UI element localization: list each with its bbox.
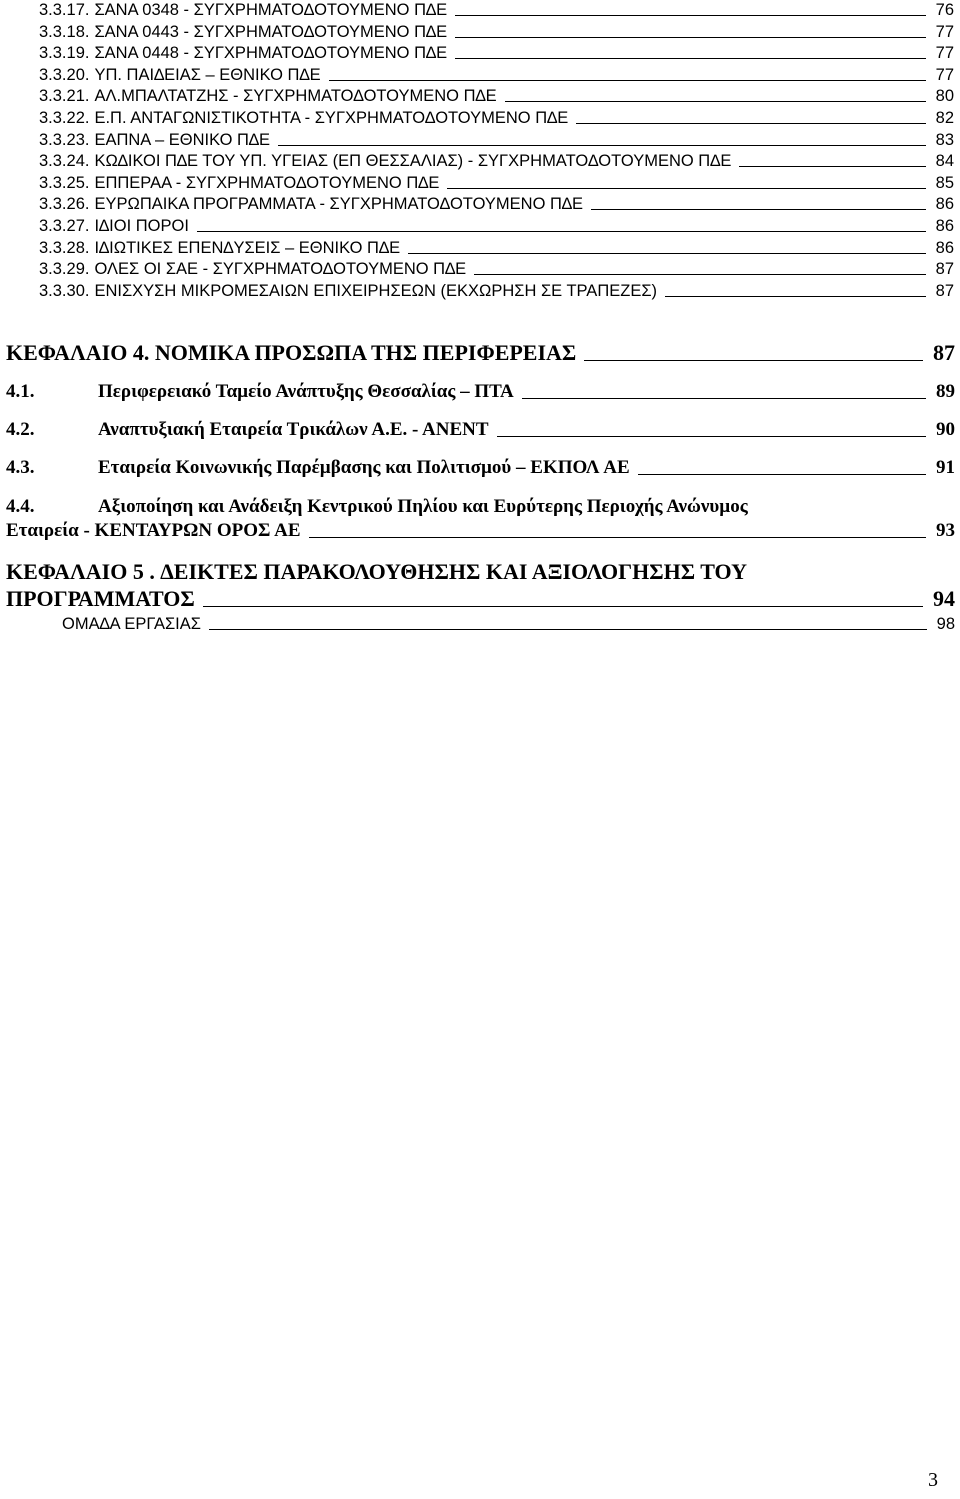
toc-entry-number: 4.2. [6,419,35,440]
toc-entry-l3[interactable] [39,43,954,63]
toc-leader [474,273,925,275]
toc-entry-page: 86 [935,195,954,214]
toc-entry-page: 77 [935,22,954,41]
toc-entry-page: 87 [935,260,954,279]
toc-chapter-4[interactable] [6,340,955,366]
toc-entry-title: Ε.Π. ΑΝΤΑΓΩΝΙΣΤΙΚΟΤΗΤΑ - ΣΥΓΧΡΗΜΑΤΟ∆ΟΤΟΥΜΕΝΟ Π∆Ε [94,109,569,127]
toc-entry-page: 77 [935,65,954,84]
toc-entry-title: Ι∆ΙΟΙ ΠΟΡΟΙ [94,217,189,235]
toc-leader [329,79,926,81]
toc-entry-number: 3.3.29. [39,260,90,279]
page-number: 3 [928,1469,938,1491]
toc-chapter-4-title: ΚΕΦΑΛΑΙΟ 4. ΝΟΜΙΚΑ ΠΡΟΣΩΠΑ ΤΗΣ ΠΕΡΙΦΕΡΕΙΑΣ [6,340,577,365]
toc-entry-title: Εταιρεία Κοινωνικής Παρέµβασης και Πολιτισµού – ΕΚΠΟΛ ΑΕ [98,457,630,478]
toc-leader [739,165,925,167]
toc-entry-title-line1: Αξιοποίηση και Ανάδειξη Κεντρικού Πηλίου και Ευρύτερης Περιοχής Ανώνυµος [98,496,748,517]
toc-leader [209,628,927,630]
toc-entry-number: 3.3.27. [39,217,90,235]
toc-leader [591,208,926,210]
toc-entry-title: ΕΠΠΕΡΑΑ - ΣΥΓΧΡΗΜΑΤΟ∆ΟΤΟΥΜΕΝΟ Π∆Ε [94,173,440,192]
toc-entry-page: 91 [936,457,955,478]
toc-entry-l3[interactable] [39,22,954,42]
toc-entry-4-4-line1[interactable] [6,495,748,519]
toc-entry-number: 3.3.17. [39,1,90,19]
toc-sub-entry[interactable] [62,614,955,634]
toc-entry-title-line2: Εταιρεία - ΚΕΝΤΑΥΡΩΝ ΟΡΟΣ ΑΕ [6,520,301,541]
toc-entry-page: 77 [935,44,954,63]
toc-entry-title: Περιφερειακό Ταµείο Ανάπτυξης Θεσσαλίας – ΠΤΑ [98,381,514,402]
toc-entry-title: ΣΑΝΑ 0443 - ΣΥΓΧΡΗΜΑΤΟ∆ΟΤΟΥΜΕΝΟ Π∆Ε [94,22,448,41]
toc-entry-l3[interactable] [39,86,954,106]
toc-entry-number: 4.3. [6,457,35,478]
toc-entry-4-4-line2[interactable] [6,519,955,543]
toc-entry-title: ΣΑΝΑ 0348 - ΣΥΓΧΡΗΜΑΤΟ∆ΟΤΟΥΜΕΝΟ Π∆Ε [94,1,448,19]
toc-leader [584,359,923,361]
toc-leader [522,397,926,399]
toc-entry-number: 4.1. [6,381,35,402]
toc-entry-title: ΟΛΕΣ ΟΙ ΣΑΕ - ΣΥΓΧΡΗΜΑΤΟ∆ΟΤΟΥΜΕΝΟ Π∆Ε [94,260,467,279]
toc-entry-number: 3.3.20. [39,65,90,84]
toc-entry-l3[interactable] [39,259,954,279]
toc-entry-page: 87 [935,281,954,300]
toc-entry-number: 3.3.21. [39,87,90,106]
toc-entry-page: 85 [935,173,954,192]
toc-entry-4-3[interactable] [6,456,955,480]
toc-leader [576,122,925,124]
toc-entry-page: 83 [935,130,954,149]
toc-leader [309,536,926,538]
toc-entry-number: 3.3.24. [39,152,90,171]
toc-leader [497,435,926,437]
toc-entry-number: 3.3.25. [39,173,90,192]
toc-entry-number: 3.3.28. [39,238,90,257]
toc-leader [638,473,926,475]
toc-sub-entry-title: ΟΜΑ∆Α ΕΡΓΑΣΙΑΣ [62,615,201,633]
toc-entry-title: ΣΑΝΑ 0448 - ΣΥΓΧΡΗΜΑΤΟ∆ΟΤΟΥΜΕΝΟ Π∆Ε [94,44,448,63]
toc-entry-l3[interactable] [39,151,954,171]
toc-chapter-5-line1[interactable] [6,559,747,585]
toc-entry-page: 90 [936,419,955,440]
toc-chapter-5-title-line2: ΠΡΟΓΡΑΜΜΑΤΟΣ [6,586,195,611]
toc-entry-page: 89 [936,381,955,402]
toc-chapter-5-title-line1: ΚΕΦΑΛΑΙΟ 5 . ∆ΕΙΚΤΕΣ ΠΑΡΑΚΟΛΟΥΘΗΣΗΣ ΚΑΙ ΑΞΙΟΛΟΓΗΣΗΣ ΤΟΥ [6,559,747,584]
toc-leader [278,144,926,146]
toc-entry-title: ΑΛ.ΜΠΑΛΤΑΤΖΗΣ - ΣΥΓΧΡΗΜΑΤΟ∆ΟΤΟΥΜΕΝΟ Π∆Ε [94,87,497,106]
toc-entry-l3[interactable] [39,65,954,85]
toc-entry-number: 3.3.23. [39,130,90,149]
toc-leader [447,187,925,189]
toc-chapter-5-line2[interactable] [6,586,955,612]
toc-entry-title: ΚΩ∆ΙΚΟΙ Π∆Ε ΤΟΥ ΥΠ. ΥΓΕΙΑΣ (ΕΠ ΘΕΣΣΑΛΙΑΣ) - ΣΥΓΧΡΗΜΑΤΟ∆ΟΤΟΥΜΕΝΟ Π∆Ε [94,152,732,171]
toc-entry-page: 82 [935,109,954,127]
toc-entry-l3[interactable] [39,173,954,193]
toc-entry-l3[interactable] [39,108,954,128]
toc-entry-4-1[interactable] [6,380,955,404]
toc-leader [197,230,926,232]
toc-sub-entry-page: 98 [936,615,955,633]
toc-entry-l3[interactable] [39,0,954,20]
toc-entry-l3[interactable] [39,130,954,150]
toc-entry-l3[interactable] [39,238,954,258]
toc-entry-page: 80 [935,87,954,106]
toc-entry-page: 76 [935,1,954,19]
toc-entry-title: ΕΝΙΣΧΥΣΗ ΜΙΚΡΟΜΕΣΑΙΩΝ ΕΠΙΧΕΙΡΗΣΕΩΝ (ΕΚΧΩΡΗΣΗ ΣΕ ΤΡΑΠΕΖΕΣ) [94,281,658,300]
toc-entry-page: 93 [936,520,955,541]
toc-leader [455,57,926,59]
toc-leader [505,100,926,102]
toc-entry-l3[interactable] [39,216,954,236]
toc-entry-title: Ι∆ΙΩΤΙΚΕΣ ΕΠΕΝ∆ΥΣΕΙΣ – ΕΘΝΙΚΟ Π∆Ε [94,238,401,257]
toc-entry-number: 3.3.22. [39,109,90,127]
toc-entry-page: 86 [935,217,954,235]
toc-leader [408,252,926,254]
toc-entry-number: 3.3.18. [39,22,90,41]
toc-entry-number: 4.4. [6,496,35,517]
toc-entry-title: Αναπτυξιακή Εταιρεία Τρικάλων Α.Ε. - ΑΝΕΝΤ [98,419,489,440]
toc-entry-l3[interactable] [39,194,954,214]
toc-leader [455,36,926,38]
toc-entry-l3[interactable] [39,281,954,301]
toc-entry-number: 3.3.30. [39,281,90,300]
toc-leader [455,14,926,16]
toc-entry-title: ΥΠ. ΠΑΙ∆ΕΙΑΣ – ΕΘΝΙΚΟ Π∆Ε [94,65,321,84]
toc-entry-title: ΕΥΡΩΠΑΙΚΑ ΠΡΟΓΡΑΜΜΑΤΑ - ΣΥΓΧΡΗΜΑΤΟ∆ΟΤΟΥΜΕΝΟ Π∆Ε [94,195,583,214]
toc-entry-number: 3.3.19. [39,44,90,63]
toc-entry-title: ΕΑΠΝΑ – ΕΘΝΙΚΟ Π∆Ε [94,130,271,149]
toc-leader [665,295,926,297]
toc-entry-page: 84 [935,152,954,171]
toc-chapter-5-page: 94 [933,586,955,611]
toc-chapter-4-page: 87 [933,340,955,365]
toc-entry-4-2[interactable] [6,418,955,442]
toc-entry-number: 3.3.26. [39,195,90,214]
toc-entry-page: 86 [935,238,954,257]
toc-leader [203,605,923,607]
